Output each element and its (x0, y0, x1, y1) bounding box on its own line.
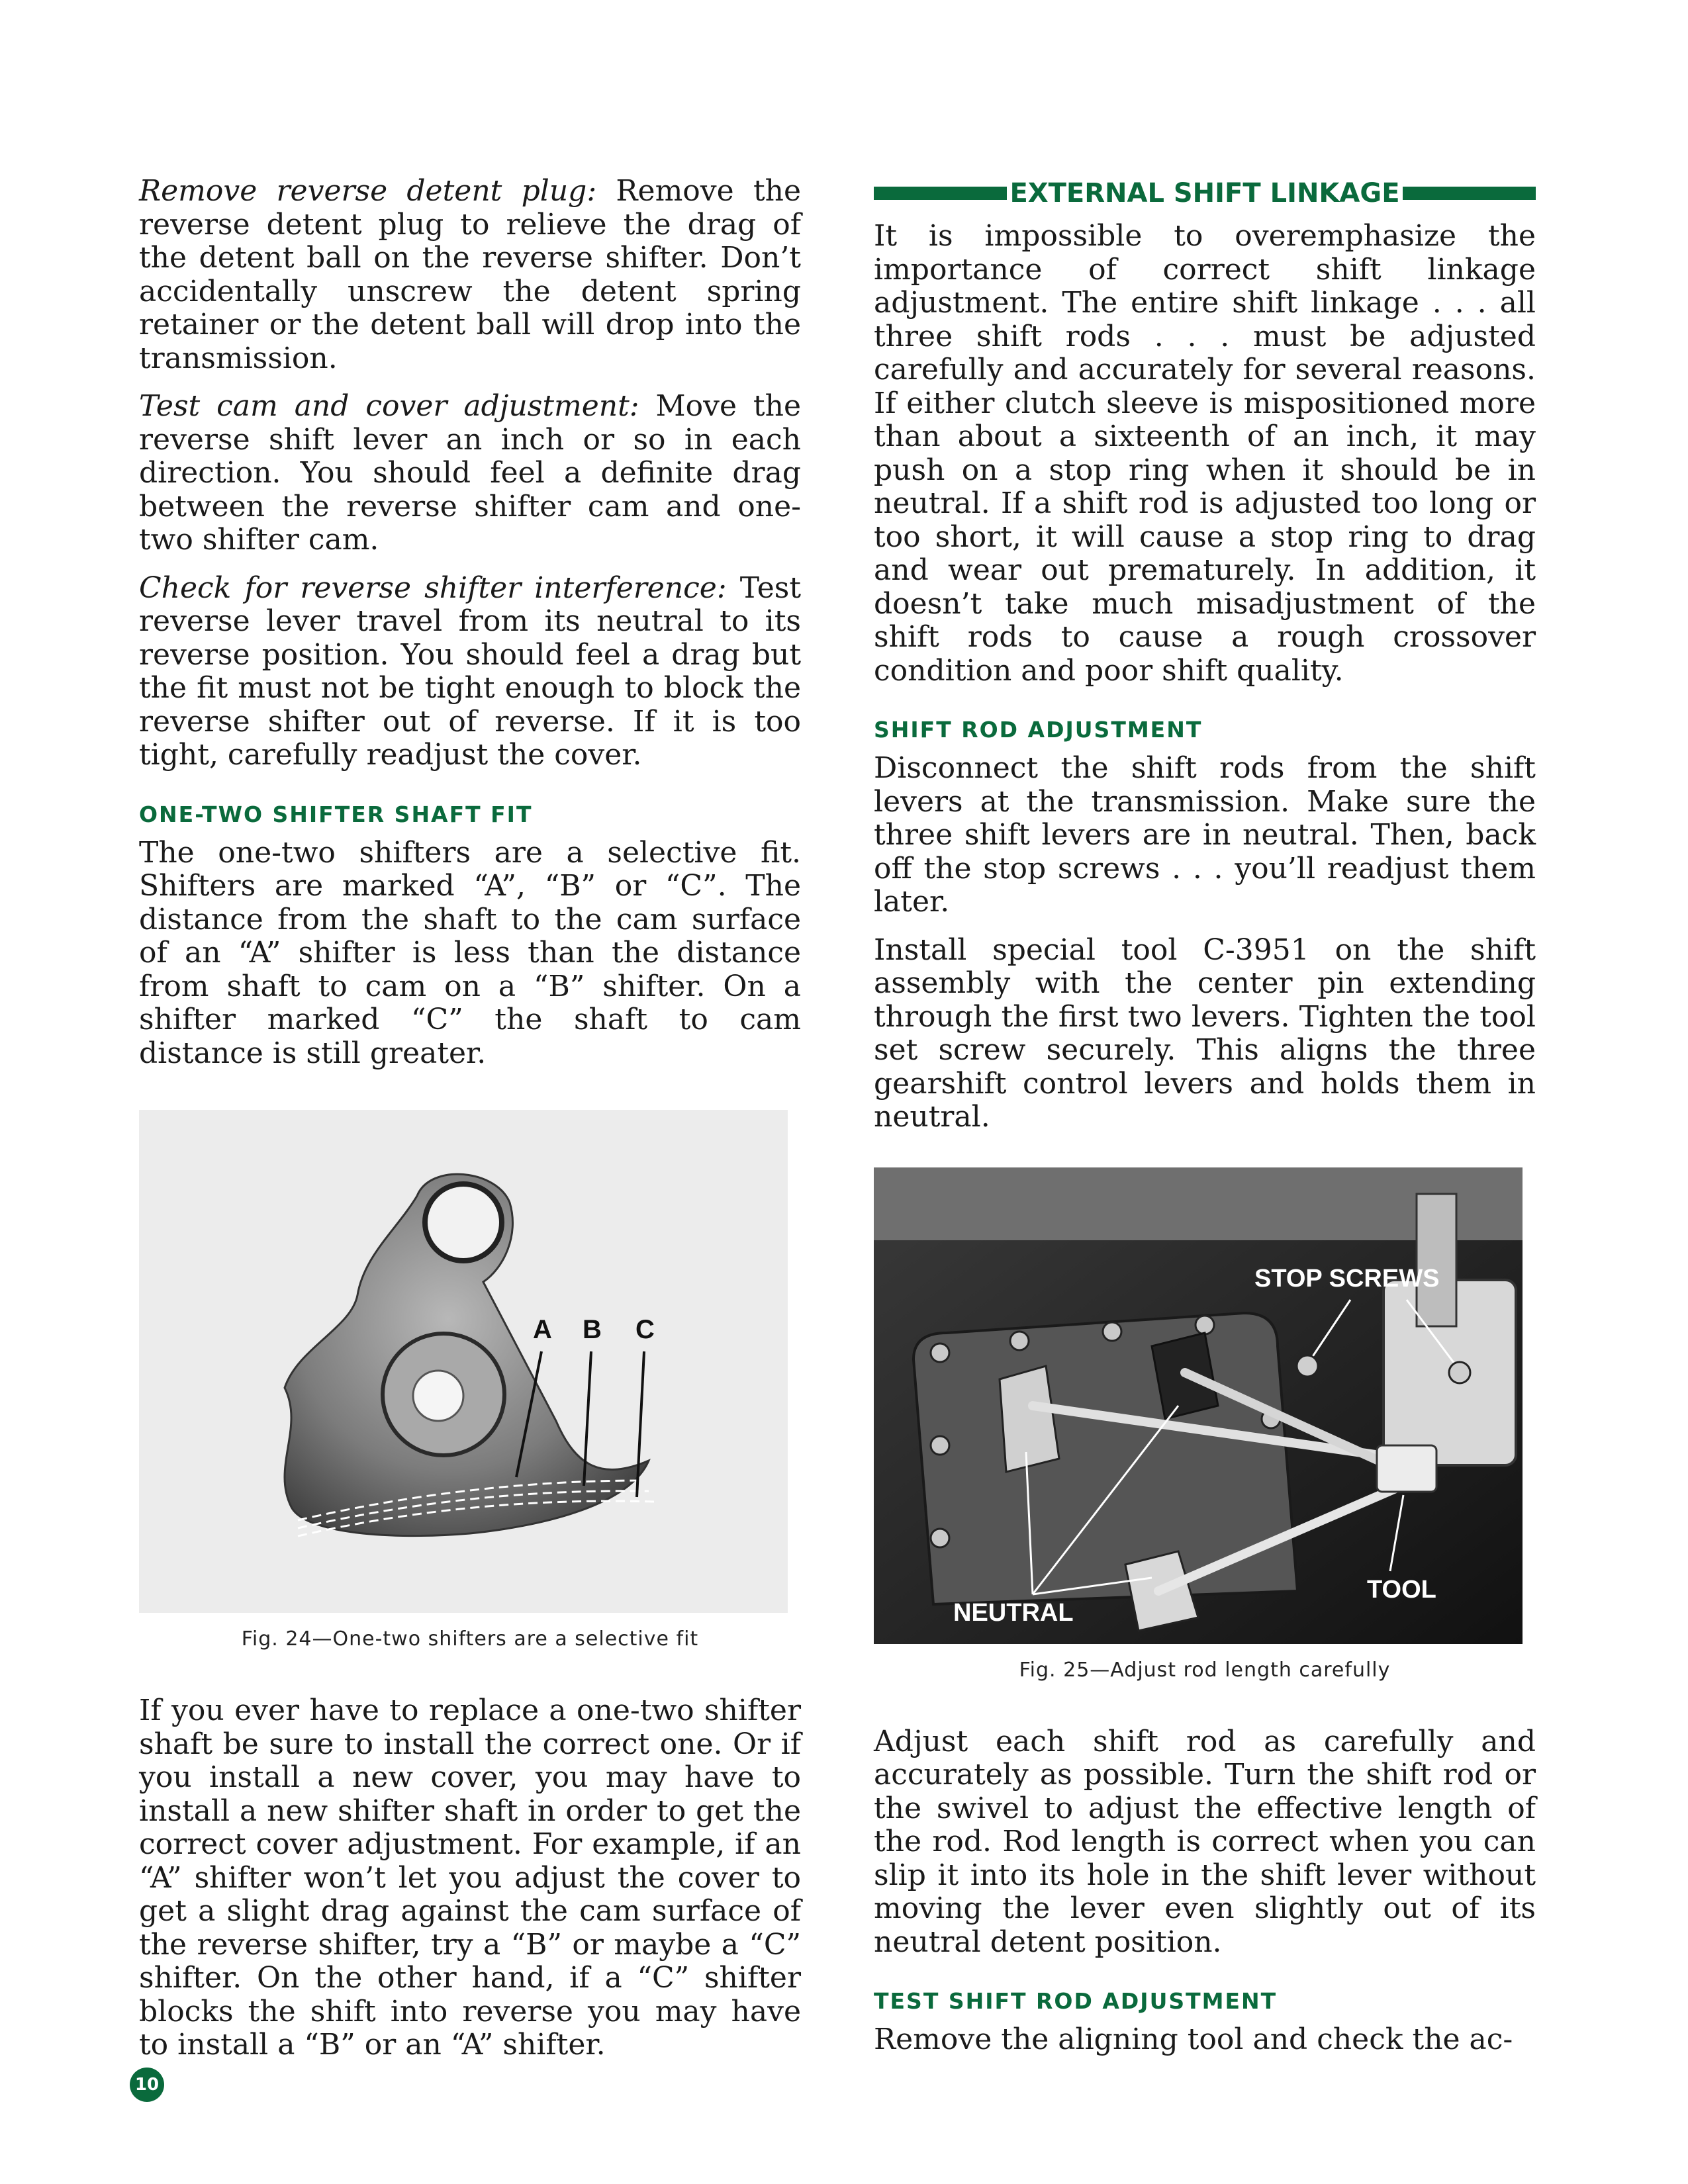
paragraph-text: Remove the reverse detent plug to relieve the drag of the detent ball on the reverse shifter. Don’t accidentally unscrew the detent spring retainer or the detent ball will drop into the transmission. (139, 174, 802, 375)
paragraph-replace-shifter: If you ever have to replace a one-two shifter shaft be sure to install the correct one. Or if you install a new cover, you may have to install a new shifter shaft in order to get the correct cover adjustment. For example, if an “A” shifter won’t let you adjust the cover to get a slight drag against the cam surface of the reverse shifter, try a “B” or maybe a “C” shifter. On the other hand, if a “C” shifter blocks the shift into reverse you may have to install a “B” or an “A” shifter. (139, 1694, 801, 2062)
label-stop-screws: STOP SCREWS (1254, 1264, 1440, 1293)
stop-screw-1 (1297, 1355, 1318, 1377)
lead-in: Test cam and cover adjustment: (139, 389, 639, 423)
figure-24 (139, 1110, 801, 1651)
shaft (413, 1371, 463, 1421)
paragraph-check-interference (139, 572, 801, 772)
banner-bar-left (874, 187, 1007, 200)
shifter-photo (139, 1110, 788, 1613)
label-b: B (583, 1315, 602, 1344)
figure-24-caption: Fig. 24—One-two shifters are a selective fit (241, 1627, 699, 1651)
lead-in: Check for reverse shifter interference: (139, 570, 727, 605)
page-number-badge: 10 (130, 2068, 164, 2102)
heading-shift-rod-adjustment: SHIFT ROD ADJUSTMENT (874, 717, 1203, 743)
label-c: C (635, 1315, 655, 1344)
paragraph-linkage-intro: It is impossible to overemphasize the importance of correct shift linkage adjustment. The entire shift linkage . . . all three shift rods . . . must be adjusted carefully and accurately for several reasons. If either clutch sleeve is mispositioned more than about a sixteenth of an inch, it may push on a stop ring when it should be in neutral. If a shift rod is adjusted too long or too short, it will cause a stop ring to drag and wear out prematurely. In addition, it doesn’t take much misadjustment of the shift rods to cause a rough crossover condition and poor shift quality. (874, 219, 1536, 688)
aligning-tool (1377, 1445, 1436, 1492)
stop-screw-2 (1449, 1362, 1470, 1383)
shifter-upper-hole (425, 1184, 502, 1261)
paragraph-disconnect: Disconnect the shift rods from the shift levers at the transmission. Make sure the three shift levers are in neutral. Then, back off the stop screws . . . you’ll readjust them later. (874, 751, 1536, 919)
section-title: EXTERNAL SHIFT LINKAGE (1009, 178, 1400, 208)
paragraph-text: Test reverse lever travel from its neutral to its reverse position. You should feel a drag but the fit must not be tight enough to block the reverse shifter out of reverse. If it is too tight, carefully readjust the cover. (139, 570, 801, 772)
paragraph-selective-fit: The one-two shifters are a selective fit. Shifters are marked “A”, “B” or “C”. The distance from the shaft to the cam surface of an “A” shifter is less than the distance from shaft to cam on a “B” shifter. On a shifter marked “C” the shaft to cam distance is still greater. (139, 835, 801, 1070)
figure-25-caption: Fig. 25—Adjust rod length carefully (1019, 1658, 1391, 1682)
shifter-illustration (139, 1110, 788, 1613)
figure-25 (874, 1167, 1536, 1682)
paragraph-text: Move the reverse shift lever an inch or so in each direction. You should feel a definite drag between the reverse shifter cam and one-two shifter cam. (139, 389, 801, 557)
paragraph-remove-detent-plug (139, 175, 801, 375)
paragraph-adjust-rod: Adjust each shift rod as carefully and accurately as possible. Turn the shift rod or the swivel to adjust the effective length of the rod. Rod length is correct when you can slip it into its hole in the shift lever without moving the lever even slightly out of its neutral detent position. (874, 1724, 1536, 1959)
linkage-illustration (874, 1167, 1523, 1644)
section-banner (874, 175, 1536, 212)
paragraph-install-tool: Install special tool C-3951 on the shift assembly with the center pin extending through the first two levers. Tighten the tool set screw securely. This aligns the three gearshift control levers and holds them in neutral. (874, 933, 1536, 1134)
paragraph-test-cam (139, 390, 801, 557)
heading-test-shift-rod: TEST SHIFT ROD ADJUSTMENT (874, 1988, 1278, 2014)
left-column (139, 175, 801, 2077)
label-a: A (533, 1315, 552, 1344)
heading-one-two-shifter: ONE-TWO SHIFTER SHAFT FIT (139, 801, 533, 827)
paragraph-remove-tool: Remove the aligning tool and check the ac- (874, 2023, 1513, 2056)
label-neutral: NEUTRAL (953, 1598, 1074, 1627)
lever-arm (1417, 1194, 1456, 1326)
linkage-photo (874, 1167, 1523, 1644)
label-tool: TOOL (1367, 1575, 1436, 1604)
banner-bar-right (1403, 187, 1536, 200)
right-column (874, 175, 1536, 2071)
lead-in: Remove reverse detent plug: (139, 174, 597, 208)
